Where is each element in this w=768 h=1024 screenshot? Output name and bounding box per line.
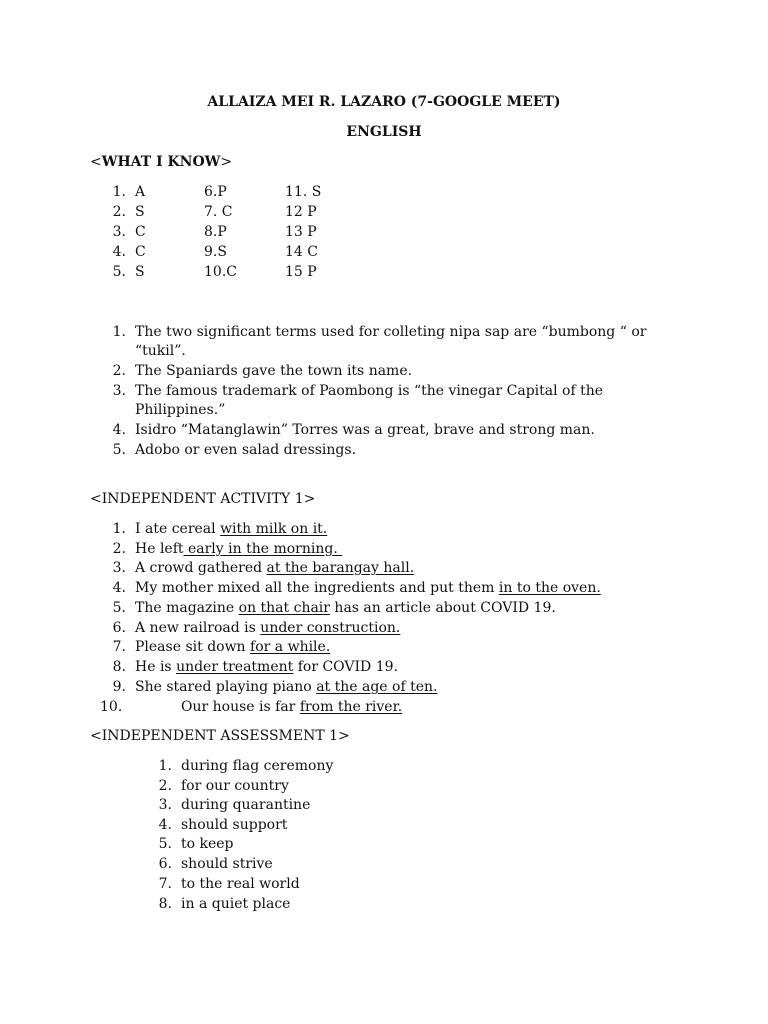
list-item-text <box>135 637 330 657</box>
grid-row-number: 4. <box>112 244 126 260</box>
grid-cell: 6.P <box>204 184 227 200</box>
sentence-text: The magazine <box>135 600 239 616</box>
grid-cell: 10.C <box>204 264 237 280</box>
list-item-text: in a quiet place <box>181 896 291 912</box>
underlined-phrase: for a while. <box>250 639 331 655</box>
list-number: 4. <box>112 580 126 596</box>
list-item-text <box>135 558 414 578</box>
student-name-title: ALLAIZA MEI R. LAZARO (7-GOOGLE MEET) <box>207 94 561 110</box>
independent-assessment-heading: <INDEPENDENT ASSESSMENT 1> <box>90 728 350 744</box>
list-number: 4. <box>112 422 126 438</box>
list-number: 3. <box>158 797 172 813</box>
list-number: 3. <box>112 560 126 576</box>
sentence-text: for COVID 19. <box>293 659 398 675</box>
sentence-text: Our house is far <box>181 699 300 715</box>
grid-cell: A <box>135 184 146 200</box>
grid-row-number: 3. <box>112 224 126 240</box>
list-item-text: Isidro “Matanglawin” Torres was a great, brave and strong man. <box>135 422 595 438</box>
sentence-text: He left <box>135 541 184 557</box>
what-i-know-heading <box>90 152 232 172</box>
list-number: 2. <box>158 778 172 794</box>
list-number: 2. <box>112 541 126 557</box>
grid-cell: 7. C <box>204 204 233 220</box>
list-item-text: to keep <box>181 836 234 852</box>
grid-cell: 13 P <box>285 224 317 240</box>
grid-cell: S <box>135 264 145 280</box>
list-item-text: The famous trademark of Paombong is “the vinegar Capital of the <box>135 383 604 399</box>
list-number: 5. <box>112 442 126 458</box>
list-item-text: should support <box>181 817 288 833</box>
list-item-text: for our country <box>181 778 289 794</box>
list-item-text: during flag ceremony <box>181 758 334 774</box>
list-number: 1. <box>112 324 126 340</box>
list-item-text <box>135 677 437 697</box>
sentence-text: I ate cereal <box>135 521 221 537</box>
grid-cell: 9.S <box>204 244 227 260</box>
list-number: 8. <box>112 659 126 675</box>
heading-open-bracket: < <box>90 154 102 170</box>
underlined-phrase: under construction. <box>260 620 401 636</box>
sentence-text: She stared playing piano <box>135 679 317 695</box>
list-item-text: The Spaniards gave the town its name. <box>135 363 413 379</box>
list-number: 5. <box>158 836 172 852</box>
list-item-text: Adobo or even salad dressings. <box>135 442 357 458</box>
list-item-text <box>135 578 601 598</box>
list-item-text: to the real world <box>181 876 300 892</box>
underlined-phrase: at the age of ten. <box>316 679 438 695</box>
list-number: 1. <box>112 521 126 537</box>
grid-cell: C <box>135 244 146 260</box>
sentence-text: My mother mixed all the ingredients and put them <box>135 580 499 596</box>
sentence-text: has an article about COVID 19. <box>329 600 556 616</box>
underlined-phrase: with milk on it. <box>220 521 328 537</box>
list-number: 10. <box>100 699 123 715</box>
sentence-text: He is <box>135 659 177 675</box>
grid-cell: 11. S <box>285 184 322 200</box>
list-number: 4. <box>158 817 172 833</box>
heading-close-bracket: > <box>220 154 233 170</box>
grid-row-number: 5. <box>112 264 126 280</box>
sentence-text: A new railroad is <box>135 620 261 636</box>
list-number: 8. <box>158 896 172 912</box>
grid-cell: S <box>135 204 145 220</box>
list-item-text: The two significant terms used for colleting nipa sap are “bumbong “ or <box>135 324 647 340</box>
list-number: 6. <box>112 620 126 636</box>
underlined-phrase: at the barangay hall. <box>266 560 415 576</box>
list-item-text <box>135 618 400 638</box>
list-number: 2. <box>112 363 126 379</box>
sentence-text: A crowd gathered <box>135 560 267 576</box>
grid-cell: 14 C <box>285 244 318 260</box>
list-number: 6. <box>158 856 172 872</box>
underlined-phrase: early in the morning. <box>183 541 343 557</box>
heading-label: WHAT I KNOW <box>101 154 221 170</box>
subject-title: ENGLISH <box>346 124 422 140</box>
list-number: 5. <box>112 600 126 616</box>
grid-cell: 15 P <box>285 264 317 280</box>
list-item-text-continued: “tukil”. <box>135 343 186 359</box>
list-item-text: during quarantine <box>181 797 311 813</box>
sentence-text: Please sit down <box>135 639 251 655</box>
list-number: 9. <box>112 679 126 695</box>
list-item-text <box>135 598 556 618</box>
list-item-text <box>135 519 327 539</box>
grid-row-number: 2. <box>112 204 126 220</box>
grid-cell: C <box>135 224 146 240</box>
underlined-phrase: from the river. <box>299 699 403 715</box>
underlined-phrase: under treatment <box>176 659 294 675</box>
underlined-phrase: in to the oven. <box>498 580 601 596</box>
list-item-text <box>135 657 398 677</box>
grid-cell: 12 P <box>285 204 317 220</box>
independent-activity-heading: <INDEPENDENT ACTIVITY 1> <box>90 491 316 507</box>
list-item-text <box>135 539 342 559</box>
grid-cell: 8.P <box>204 224 227 240</box>
list-number: 7. <box>112 639 126 655</box>
list-item-text: should strive <box>181 856 273 872</box>
list-item-text <box>181 697 402 717</box>
underlined-phrase: on that chair <box>238 600 330 616</box>
grid-row-number: 1. <box>112 184 126 200</box>
list-number: 3. <box>112 383 126 399</box>
list-number: 7. <box>158 876 172 892</box>
list-number: 1. <box>158 758 172 774</box>
list-item-text-continued: Philippines.” <box>135 402 226 418</box>
